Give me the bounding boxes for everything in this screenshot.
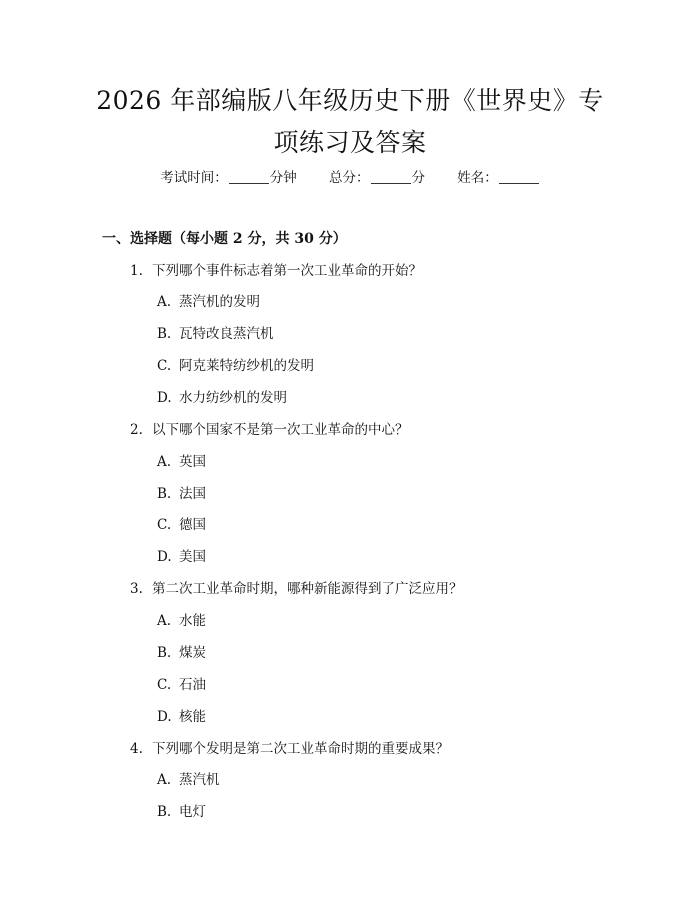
option-letter: C. xyxy=(157,677,172,693)
option-text: 美国 xyxy=(179,549,206,565)
exam-info-line xyxy=(0,168,700,188)
option-1d xyxy=(157,388,287,408)
option-2c xyxy=(157,515,206,535)
total-score-label: 总分： xyxy=(329,170,370,186)
total-score-unit: 分 xyxy=(411,170,425,186)
option-letter: D. xyxy=(157,390,172,406)
option-letter: B. xyxy=(157,645,172,661)
option-letter: C. xyxy=(157,517,172,533)
name-label: 姓名： xyxy=(457,170,498,186)
question-1 xyxy=(130,261,422,281)
option-letter: A. xyxy=(157,772,172,788)
option-4b xyxy=(157,802,206,822)
question-text: 下列哪个事件标志着第一次工业革命的开始？ xyxy=(152,263,422,279)
option-letter: B. xyxy=(157,326,172,342)
option-text: 水力纺纱机的发明 xyxy=(179,390,287,406)
option-1c xyxy=(157,356,314,376)
option-letter: D. xyxy=(157,709,172,725)
total-score-field xyxy=(329,168,425,188)
name-blank xyxy=(499,169,539,184)
option-text: 核能 xyxy=(179,709,206,725)
title-line-2: 项练习及答案 xyxy=(273,128,427,157)
option-text: 石油 xyxy=(179,677,206,693)
option-letter: A. xyxy=(157,294,172,310)
option-4a xyxy=(157,770,220,790)
option-letter: A. xyxy=(157,613,172,629)
option-letter: A. xyxy=(157,454,172,470)
option-text: 电灯 xyxy=(179,804,206,820)
option-letter: D. xyxy=(157,549,172,565)
option-1b xyxy=(157,324,274,344)
option-1a xyxy=(157,292,260,312)
option-2a xyxy=(157,452,206,472)
option-3c xyxy=(157,675,206,695)
exam-time-label: 考试时间： xyxy=(160,170,228,186)
option-3a xyxy=(157,611,206,631)
exam-time-blank xyxy=(229,169,269,184)
exam-time-unit: 分钟 xyxy=(269,170,297,186)
question-2 xyxy=(130,420,409,440)
exam-time-field xyxy=(160,168,297,188)
option-text: 德国 xyxy=(179,517,206,533)
option-text: 煤炭 xyxy=(179,645,206,661)
option-3b xyxy=(157,643,206,663)
question-text: 下列哪个发明是第二次工业革命时期的重要成果？ xyxy=(152,741,449,757)
option-text: 英国 xyxy=(179,454,206,470)
question-number: 1. xyxy=(130,263,143,279)
option-text: 蒸汽机 xyxy=(179,772,220,788)
option-text: 蒸汽机的发明 xyxy=(179,294,260,310)
option-letter: B. xyxy=(157,486,172,502)
section-title: 一、选择题（每小题 2 分，共 30 分） xyxy=(102,231,347,247)
option-2b xyxy=(157,484,206,504)
question-text: 第二次工业革命时期，哪种新能源得到了广泛应用？ xyxy=(152,581,463,597)
option-2d xyxy=(157,547,206,567)
total-score-blank xyxy=(371,169,411,184)
question-4 xyxy=(130,739,449,759)
option-text: 阿克莱特纺纱机的发明 xyxy=(179,358,314,374)
title-line-1: 2026 年部编版八年级历史下册《世界史》专 xyxy=(96,86,604,115)
option-text: 瓦特改良蒸汽机 xyxy=(179,326,274,342)
document-title xyxy=(70,80,630,164)
question-text: 以下哪个国家不是第一次工业革命的中心？ xyxy=(152,422,409,438)
question-number: 2. xyxy=(130,422,143,438)
option-text: 水能 xyxy=(179,613,206,629)
name-field xyxy=(457,168,540,188)
option-letter: B. xyxy=(157,804,172,820)
question-number: 3. xyxy=(130,581,143,597)
option-letter: C. xyxy=(157,358,172,374)
question-3 xyxy=(130,579,463,599)
question-number: 4. xyxy=(130,741,143,757)
option-text: 法国 xyxy=(179,486,206,502)
option-3d xyxy=(157,707,206,727)
